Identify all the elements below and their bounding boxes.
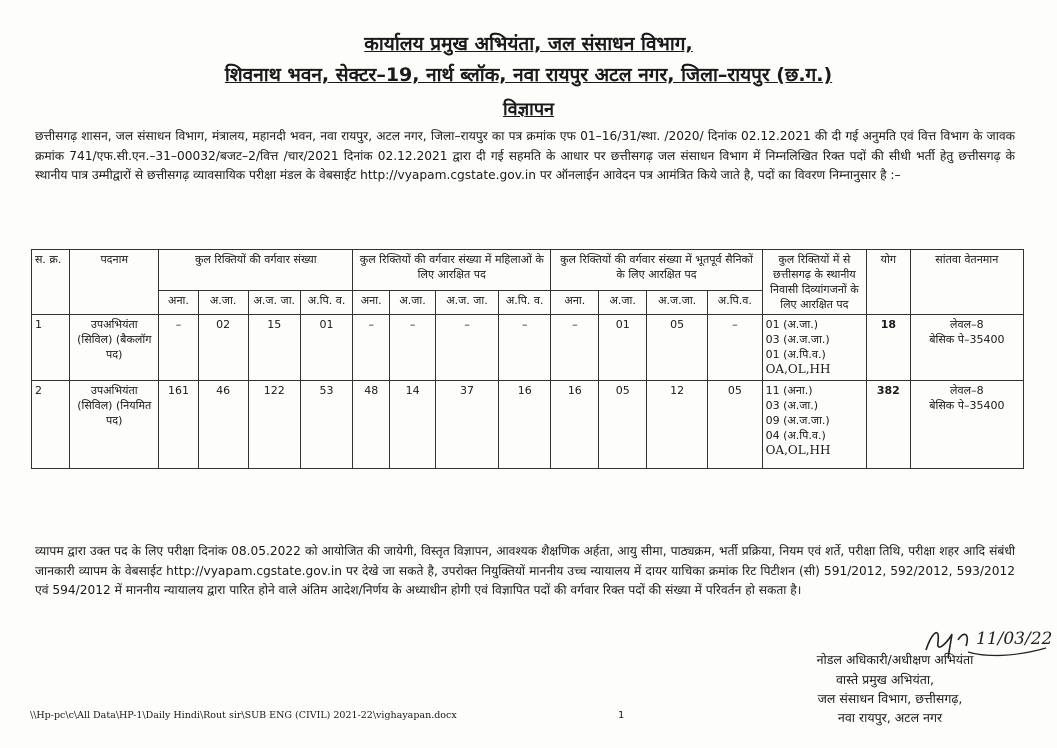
row-value: 37: [435, 381, 498, 469]
header-pay-scale: सांतवा वेतनमान: [910, 250, 1023, 315]
row-pay: [910, 315, 1023, 381]
signatory-designation: नोडल अधिकारी/अधीक्षण अभियंता: [816, 652, 974, 667]
subheader-cell: अ.जा.: [599, 291, 647, 315]
table-row: [32, 315, 1024, 381]
signatory-location: नवा रायपुर, अटल नगर: [837, 710, 943, 725]
file-path-footer: \\Hp-pc\c\All Data\HP-1\Daily Hindi\Rout sir\SUB ENG (CIVIL) 2021-22\vighayapan.docx: [30, 710, 457, 721]
pay-level: लेवल–8: [950, 384, 984, 397]
row-post: उपअभियंता (सिविल) (बैकलॉग पद): [70, 315, 159, 381]
page-number: 1: [618, 710, 625, 721]
row-value: –: [551, 315, 599, 381]
vacancy-table: [31, 249, 1024, 469]
subheader-cell: अ.ज. जा.: [248, 291, 300, 315]
row-sno: 1: [32, 315, 70, 381]
pay-basic: बेसिक पे–35400: [929, 399, 1005, 412]
divyang-line: OA,OL,HH: [765, 362, 831, 376]
signatory-on-behalf: वास्ते प्रमुख अभियंता,: [835, 672, 935, 687]
row-pay: [910, 381, 1023, 469]
row-value: 161: [159, 381, 198, 469]
row-value: 05: [647, 315, 708, 381]
row-value: 05: [599, 381, 647, 469]
divyang-line: OA,OL,HH: [765, 443, 831, 457]
row-value: 16: [551, 381, 599, 469]
divyang-line: 01 (अ.जा.): [765, 318, 819, 331]
closing-paragraph: व्यापम द्वारा उक्त पद के लिए परीक्षा दिनांक 08.05.2022 को आयोजित की जायेगी, विस्तृत विज्ञापन, आवश्यक शैक्षणिक अर्हता, आयु सीमा, पाठ्यक्रम, भर्ती प्रक्रिया, नियम एवं शर्ते, परीक्षा तिथि, परीक्षा शहर आदि संबंधी जानकारी व्यापम के वेबसाईट http://vyapam.cgstate.gov.in पर देखे जा सकते है, उपरोक्त नियुक्तियों माननीय उच्च न्यायालय में दायर याचिका क्रमांक रिट पिटीशन (सी) 591/2012, 592/2012, 593/2012 एवं 594/2012 में माननीय न्यायालय द्वारा पारित होने वाले अंतिम आदेश/निर्णय के अध्याधीन होगी एवं विज्ञापित पदों की वर्गवार रिक्त पदों की संख्या में परिवर्तन हो सकता है।: [35, 544, 1015, 597]
row-value: 15: [248, 315, 300, 381]
subheader-cell: अ.ज. जा.: [435, 291, 498, 315]
row-total: 382: [867, 381, 911, 469]
subheader-cell: अ.जा.: [390, 291, 436, 315]
row-value: –: [353, 315, 390, 381]
row-value: –: [499, 315, 551, 381]
row-value: –: [435, 315, 498, 381]
divyang-line: 01 (अ.पि.व.): [765, 348, 826, 361]
row-value: 16: [499, 381, 551, 469]
header-divyang-reserved: कुल रिक्तियों में से छत्तीसगढ़ के स्थानीय निवासी दिव्यांगजनों के लिए आरक्षित पद: [762, 250, 867, 315]
row-value: –: [708, 315, 762, 381]
handwritten-date: 11/03/22: [976, 629, 1053, 649]
divyang-line: 04 (अ.पि.व.): [765, 429, 826, 442]
row-value: 01: [599, 315, 647, 381]
office-name: कार्यालय प्रमुख अभियंता, जल संसाधन विभाग,: [364, 33, 693, 55]
subheader-cell: अ.पि. व.: [499, 291, 551, 315]
header-sno: स. क्र.: [32, 250, 70, 315]
header-total-vacancies: कुल रिक्तियों की वर्गवार संख्या: [159, 250, 353, 291]
subheader-cell: अना.: [551, 291, 599, 315]
row-value: 05: [708, 381, 762, 469]
subheader-cell: अना.: [353, 291, 390, 315]
intro-paragraph: छत्तीसगढ़ शासन, जल संसाधन विभाग, मंत्रालय, महानदी भवन, नवा रायपुर, अटल नगर, जिला–रायपुर का पत्र क्रमांक एफ 01–16/31/स्था. /2020/ दिनांक 02.12.2021 की दी गई अनुमति एवं वित्त विभाग के जावक क्रमांक 741/एफ.सी.एन.–31–00032/बजट–2/वित्त /चार/2021 दिनांक 02.12.2021 द्वारा दी गई सहमति के आधार पर छत्तीसगढ़ जल संसाधन विभाग में निम्नलिखित रिक्त पदों की सीधी भर्ती हेतु छत्तीसगढ़ के स्थानीय पात्र उम्मीद्वारों से छत्तीसगढ़ व्यावसायिक परीक्षा मंडल के वेबसाईट http://vyapam.cgstate.gov.in पर ऑनलाईन आवेदन पत्र आमंत्रित किये जाते है, पदों का विवरण निम्नानुसार है :–: [35, 129, 1015, 182]
header-exservicemen-reserved: कुल रिक्तियों की वर्गवार संख्या में भूतपूर्व सैनिकों के लिए आरक्षित पद: [551, 250, 762, 291]
row-sno: 2: [32, 381, 70, 469]
row-total: 18: [867, 315, 911, 381]
row-value: 46: [198, 381, 248, 469]
row-value: 122: [248, 381, 300, 469]
divyang-line: 03 (अ.ज.जा.): [765, 333, 830, 346]
divyang-line: 11 (अना.): [765, 384, 813, 397]
divyang-line: 09 (अ.ज.जा.): [765, 414, 830, 427]
table-header-row: [32, 250, 1024, 291]
table-row: [32, 381, 1024, 469]
row-value: 48: [353, 381, 390, 469]
row-value: –: [159, 315, 198, 381]
divyang-line: 03 (अ.जा.): [765, 399, 819, 412]
signatory-department: जल संसाधन विभाग, छत्तीसगढ़,: [817, 691, 963, 706]
subheader-cell: अ.जा.: [198, 291, 248, 315]
row-value: 01: [300, 315, 352, 381]
document-title: विज्ञापन: [502, 99, 555, 120]
subheader-cell: अ.ज.जा.: [647, 291, 708, 315]
header-post: पदनाम: [70, 250, 159, 315]
row-value: 14: [390, 381, 436, 469]
row-value: –: [390, 315, 436, 381]
header-women-reserved: कुल रिक्तियों की वर्गवार संख्या में महिलाओं के लिए आरक्षित पद: [353, 250, 551, 291]
subheader-cell: अना.: [159, 291, 198, 315]
row-post: उपअभियंता (सिविल) (नियमित पद): [70, 381, 159, 469]
subheader-cell: अ.पि.व.: [708, 291, 762, 315]
row-value: 12: [647, 381, 708, 469]
office-address: शिवनाथ भवन, सेक्टर–19, नार्थ ब्लॉक, नवा रायपुर अटल नगर, जिला–रायपुर (छ.ग.): [224, 64, 833, 86]
row-value: 53: [300, 381, 352, 469]
row-divyang: [762, 381, 867, 469]
header-total: योग: [867, 250, 911, 315]
pay-basic: बेसिक पे–35400: [929, 333, 1005, 346]
row-divyang: [762, 315, 867, 381]
row-value: 02: [198, 315, 248, 381]
pay-level: लेवल–8: [950, 318, 984, 331]
subheader-cell: अ.पि. व.: [300, 291, 352, 315]
